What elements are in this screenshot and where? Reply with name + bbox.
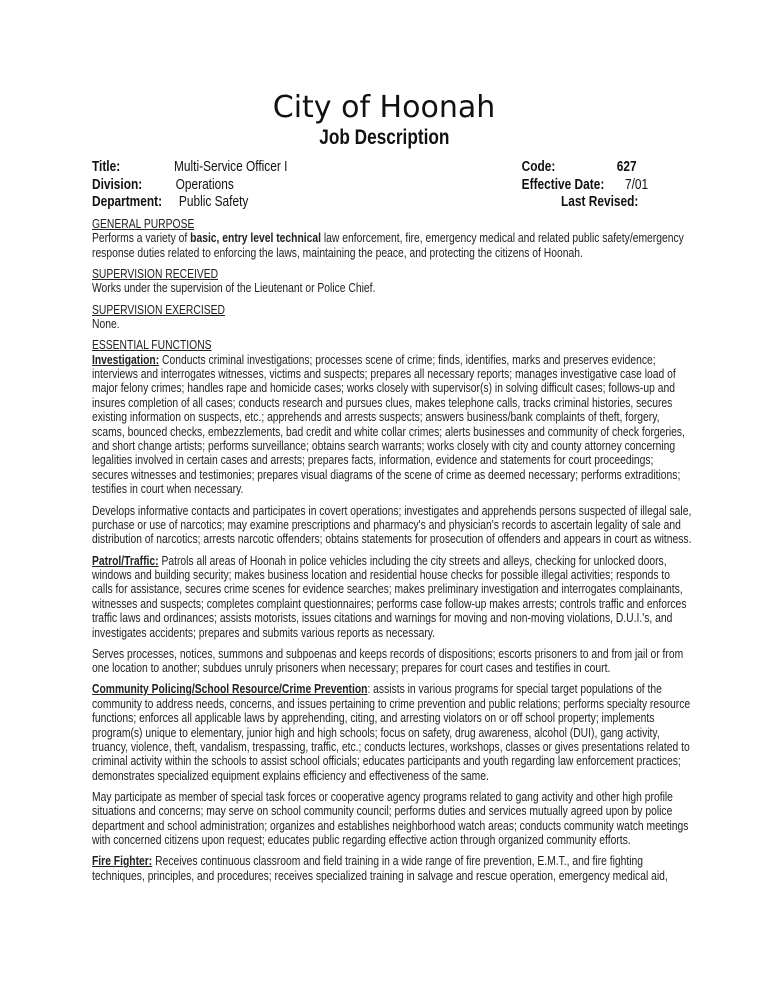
patrol-paragraph — [92, 554, 692, 640]
text: Conducts criminal investigations; processes scene of crime; finds, identifies, marks and preserves evidence; interviews and interrogates witnesses, victims and suspects; prepares all necessary reports; manages investigative case load of major felony crimes; handles rape and homicide cases; works closely with supervisor(s) in solving difficult cases; follows-up and insures completion of all cases; conducts research and pursues clues, makes telephone calls, tracks criminal histories, secures existing information on suspects, etc.; apprehends and arrests suspects; answers business/bank complaints of theft, forgery, scams, bounced checks, embezzlements, bad credit and white collar crimes; alerts businesses and community of check forgeries, and short change artists; performs surveillance; obtains search warrants; works closely with city and county attorney concerning legalities involved in certain cases and arrests; prepares facts, information, evidence and statements for court proceedings; secures witnesses and testimonies; prepares visual diagrams of the scene of crime as deemed necessary; performs extraditions; testifies in court when necessary. — [92, 352, 685, 497]
section-heading: SUPERVISION RECEIVED — [92, 267, 219, 282]
job-header-fields — [92, 159, 692, 212]
division-value: Operations — [175, 176, 234, 193]
supervision-received-section — [92, 267, 692, 296]
text: Performs a variety of — [92, 231, 191, 246]
paragraph-lead: Fire Fighter: — [92, 854, 153, 869]
division-label: Division: — [92, 176, 143, 193]
section-text: None. — [92, 317, 120, 332]
title-value: Multi-Service Officer I — [174, 159, 288, 175]
text: law enforcement, fire, emergency medical and related public safety/emergency response duties related to enforcing the laws, maintaining the peace, and protecting the citizens of Hoonah. — [92, 231, 684, 260]
supervision-exercised-section — [92, 303, 692, 332]
section-text: Works under the supervision of the Lieutenant or Police Chief. — [92, 281, 376, 296]
title-label: Title: — [92, 159, 121, 175]
last-revised-label: Last Revised: — [561, 194, 639, 211]
paragraph-lead: Patrol/Traffic: — [92, 553, 159, 568]
department-value: Public Safety — [178, 194, 249, 211]
department-label: Department: — [92, 194, 163, 211]
code-label: Code: — [521, 159, 556, 175]
text: Patrols all areas of Hoonah in police vehicles including the city streets and alleys, checking for unlocked doors, windows and building security; makes business location and residential house checks for possible illegal activities; responds to calls for assistance, secures crime scenes for evidence searches; makes preliminary investigation and interrogates complainants, witnesses and suspects; completes complaint questionnaires; performs case follow-up makes arrests; controls traffic and enforces traffic laws and ordinances; assists motorists, issues citations and warnings for moving and non-moving violations, D.U.I.'s, and investigates accidents; prepares and submits various reports as necessary. — [92, 553, 687, 640]
community-paragraph — [92, 682, 692, 783]
paragraph-lead: Investigation: — [92, 352, 160, 367]
serves-paragraph: Serves processes, notices, summons and subpoenas and keeps records of dispositions; escorts prisoners to and from jail or from one location to another; subdues unruly prisoners when necessary; prepares for court cases and testifies in court. — [92, 646, 684, 676]
bold-text: basic, entry level technical — [190, 231, 322, 246]
document-body — [92, 217, 692, 890]
section-heading: SUPERVISION EXERCISED — [92, 302, 225, 317]
doc-type: Job Description — [318, 126, 450, 149]
essential-functions-section — [92, 338, 692, 883]
narcotics-paragraph: Develops informative contacts and participates in covert operations; investigates and apprehends persons suspected of illegal sale, purchase or use of narcotics; may examine prescriptions and pharmacy's and physician's records to ascertain legality of sale and distribution of narcotics; arrests narcotic offenders; obtains statements for prosecution of offenders and appears in court as witness. — [92, 503, 692, 547]
code-value: 627 — [616, 159, 637, 175]
investigation-paragraph — [92, 353, 692, 497]
text: Receives continuous classroom and field training in a wide range of fire prevention, E.M.T., and fire fighting techniques, principles, and procedures; receives specialized training in salvage and rescue operation, emergency medical aid, — [92, 854, 668, 883]
fire-fighter-paragraph — [92, 854, 692, 883]
effective-date-label: Effective Date: — [521, 176, 605, 193]
document-subtitle — [0, 126, 768, 150]
organization-title: City of Hoonah — [272, 90, 496, 125]
effective-date-value: 7/01 — [625, 176, 649, 193]
section-heading: ESSENTIAL FUNCTIONS — [92, 338, 212, 353]
paragraph-lead: Community Policing/School Resource/Crime Prevention — [92, 682, 368, 697]
task-force-paragraph: May participate as member of special task forces or cooperative agency programs related to gang activity and other high profile situations and concerns; may serve on school community council; performs duties and services mutually agreed upon by police department and school administration; organizes and establishes neighborhood watch areas; conducts community watch meetings with concerned citizens upon request; educates public regarding effective action through organized community efforts. — [92, 790, 689, 848]
section-text — [92, 231, 692, 260]
section-heading: GENERAL PURPOSE — [92, 217, 195, 231]
general-purpose-section — [92, 217, 692, 260]
text: : assists in various programs for special target populations of the community to address needs, concerns, and issues pertaining to crime prevention and public relations; performs specialty resource functions; enforces all applicable laws by apprehending, citing, and arresting violators on or off school property; implements program(s) unique to elementary, junior high and high schools; focus on safety, drug awareness, alcohol (DUI), gang activity, truancy, violence, theft, vandalism, trespassing, traffic, etc.; conducts lectures, workshops, classes or gives presentations related to criminal activity within the schools to assist school officials; educates participants and youth regarding law enforcement practices; demonstrates specialized equipment explains efficiency and effectiveness of the same. — [92, 682, 691, 783]
